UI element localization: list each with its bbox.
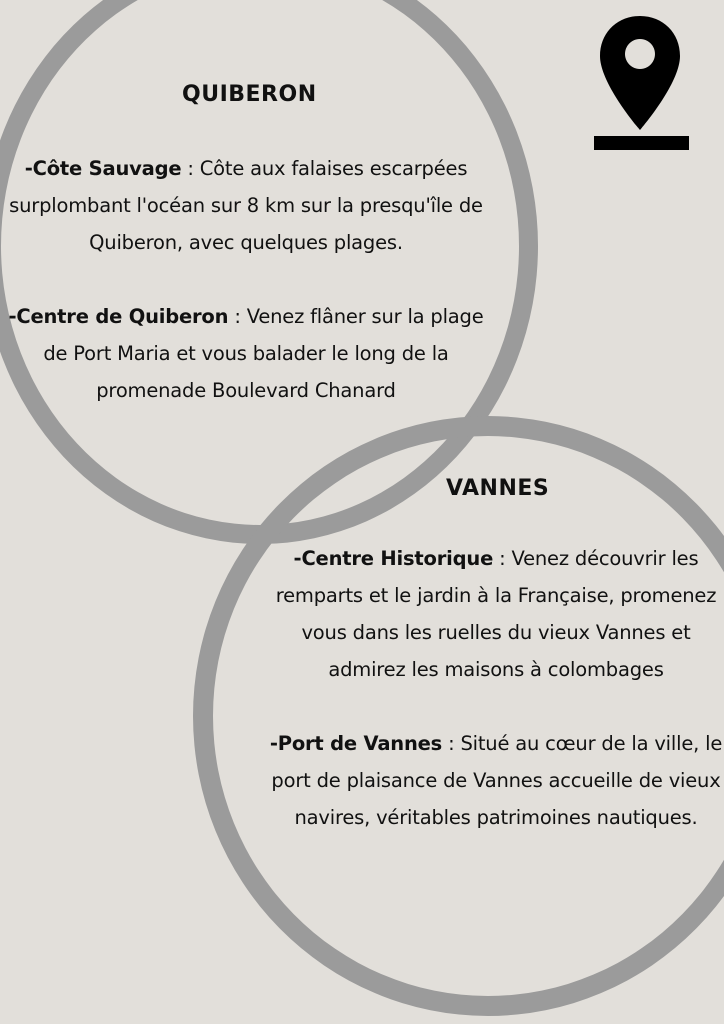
- item-description: : Venez découvrir les remparts et le jardin à la Française, promenez vous dans les ruelles du vieux Vannes et admirez les maisons à colombages: [275, 547, 717, 681]
- item-name: -Centre Historique: [293, 547, 494, 570]
- item-description: : Venez flâner sur la plage de Port Maria et vous balader le long de la promenade Boulevard Chanard: [43, 305, 484, 402]
- quiberon-item-cote-sauvage: [0, 150, 492, 261]
- vannes-section: [268, 540, 724, 873]
- vannes-item-port: [268, 725, 724, 836]
- item-name: -Côte Sauvage: [24, 157, 182, 180]
- quiberon-heading: QUIBERON: [182, 82, 317, 107]
- quiberon-section: [0, 150, 492, 446]
- quiberon-item-centre: [0, 298, 492, 409]
- vannes-heading: VANNES: [446, 476, 550, 501]
- vannes-item-centre-historique: [268, 540, 724, 688]
- map-pin-icon: [590, 12, 690, 152]
- item-name: -Port de Vannes: [269, 732, 443, 755]
- item-description: : Côte aux falaises escarpées surplombant l'océan sur 8 km sur la presqu'île de Quiberon, avec quelques plages.: [9, 157, 483, 254]
- item-name: -Centre de Quiberon: [8, 305, 229, 328]
- item-description: : Situé au cœur de la ville, le port de plaisance de Vannes accueille de vieux navires, véritables patrimoines nautiques.: [271, 732, 723, 829]
